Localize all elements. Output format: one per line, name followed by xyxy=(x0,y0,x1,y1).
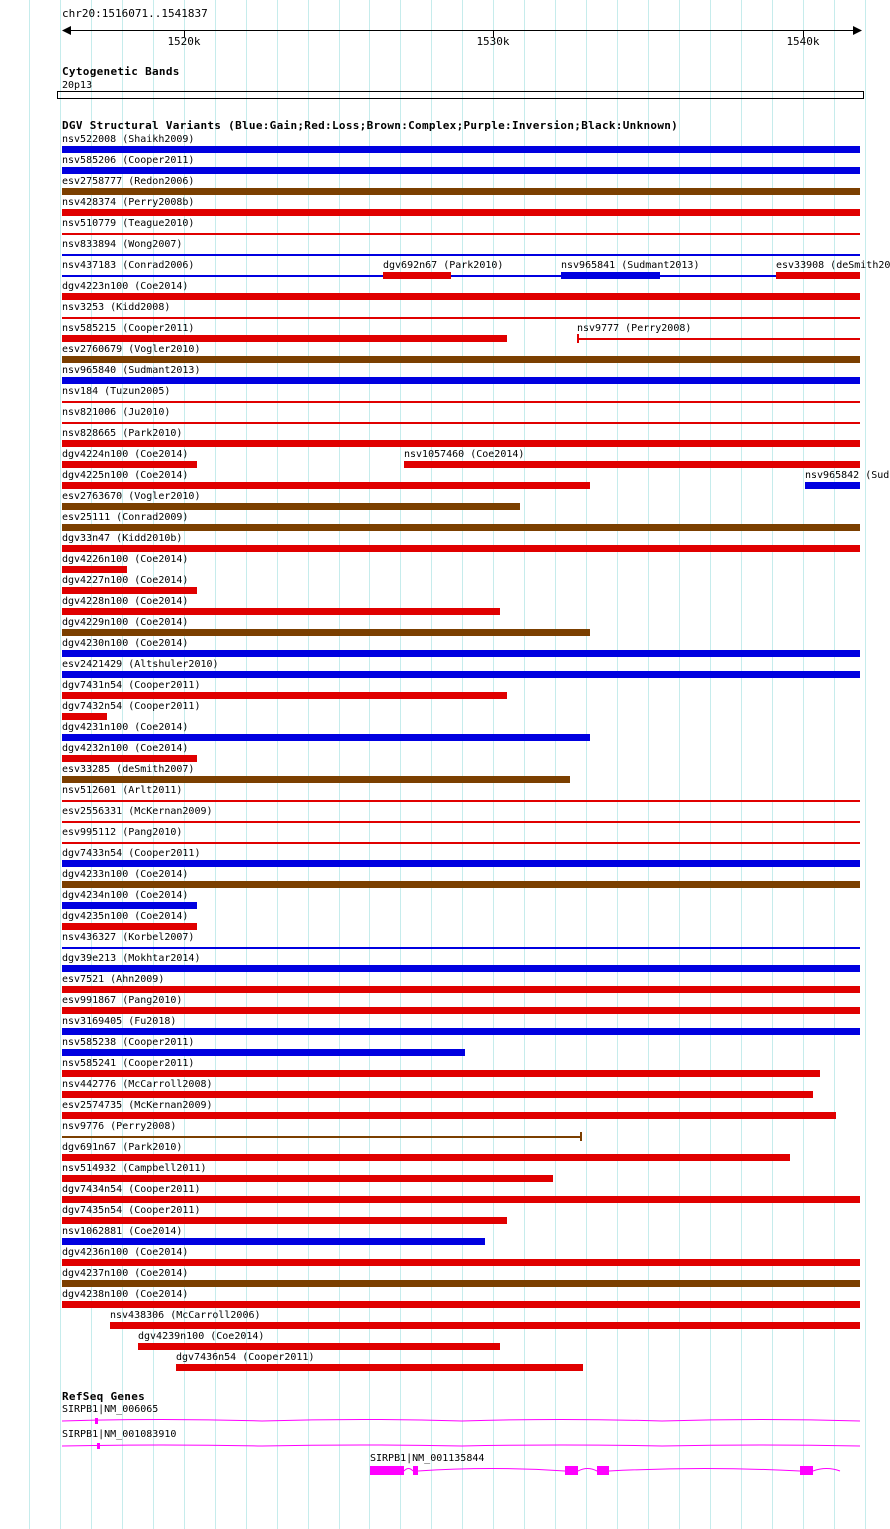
variant-label[interactable]: dgv4230n100 (Coe2014) xyxy=(62,638,189,649)
variant-label[interactable]: nsv3169405 (Fu2018) xyxy=(62,1016,177,1027)
variant-label[interactable]: esv7521 (Ahn2009) xyxy=(62,974,165,985)
gridline xyxy=(772,0,773,1529)
variant-label[interactable]: dgv7434n54 (Cooper2011) xyxy=(62,1184,201,1195)
variant-bar[interactable] xyxy=(62,1112,836,1119)
gridline xyxy=(215,0,216,1529)
variant-label[interactable]: nsv833894 (Wong2007) xyxy=(62,239,183,250)
variant-bar[interactable] xyxy=(62,881,860,888)
variant-label[interactable]: nsv585215 (Cooper2011) xyxy=(62,323,195,334)
variant-bar[interactable] xyxy=(62,776,570,783)
variant-bar[interactable] xyxy=(62,629,590,636)
variant-bar[interactable] xyxy=(62,317,860,319)
variant-bar[interactable] xyxy=(62,440,860,447)
variant-label[interactable]: dgv4238n100 (Coe2014) xyxy=(62,1289,189,1300)
gene-exon[interactable] xyxy=(800,1466,813,1475)
cytoband-track-title: Cytogenetic Bands xyxy=(62,65,180,78)
variant-label[interactable]: nsv436327 (Korbel2007) xyxy=(62,932,195,943)
variant-bar[interactable] xyxy=(62,275,860,277)
variant-bar[interactable] xyxy=(62,545,860,552)
variant-label[interactable]: dgv7433n54 (Cooper2011) xyxy=(62,848,201,859)
variant-label[interactable]: dgv691n67 (Park2010) xyxy=(62,1142,183,1153)
variant-bar[interactable] xyxy=(62,524,860,531)
gene-label[interactable]: SIRPB1|NM_001135844 xyxy=(370,1453,485,1464)
variant-label[interactable]: dgv4237n100 (Coe2014) xyxy=(62,1268,189,1279)
variant-bar[interactable] xyxy=(62,293,860,300)
variant-bar[interactable] xyxy=(62,1049,465,1056)
variant-label[interactable]: dgv4227n100 (Coe2014) xyxy=(62,575,189,586)
gridline xyxy=(648,0,649,1529)
gene-exon[interactable] xyxy=(370,1466,404,1475)
ruler-tick-label: 1520k xyxy=(167,35,201,48)
variant-label[interactable]: dgv4234n100 (Coe2014) xyxy=(62,890,189,901)
variant-bar[interactable] xyxy=(577,338,860,340)
gridline xyxy=(308,0,309,1529)
variant-bar[interactable] xyxy=(62,146,860,153)
variant-label[interactable]: nsv821006 (Ju2010) xyxy=(62,407,171,418)
variant-bar[interactable] xyxy=(62,335,507,342)
variant-end-tick xyxy=(580,1132,582,1141)
variant-bar[interactable] xyxy=(62,1136,580,1138)
variant-bar[interactable] xyxy=(62,482,590,489)
variant-label[interactable]: dgv4226n100 (Coe2014) xyxy=(62,554,189,565)
variant-label[interactable]: nsv828665 (Park2010) xyxy=(62,428,183,439)
gridline xyxy=(493,0,494,1529)
variant-bar[interactable] xyxy=(62,650,860,657)
gridline xyxy=(339,0,340,1529)
variant-label[interactable]: nsv3253 (Kidd2008) xyxy=(62,302,171,313)
variant-bar[interactable] xyxy=(62,1196,860,1203)
variant-end-tick xyxy=(577,334,579,343)
variant-label[interactable]: dgv7432n54 (Cooper2011) xyxy=(62,701,201,712)
gridline xyxy=(555,0,556,1529)
gridline xyxy=(803,0,804,1529)
gridline xyxy=(865,0,866,1529)
gridline xyxy=(524,0,525,1529)
gridline xyxy=(29,0,30,1529)
variant-bar[interactable] xyxy=(805,482,860,489)
variant-label[interactable]: dgv4235n100 (Coe2014) xyxy=(62,911,189,922)
variant-bar[interactable] xyxy=(62,902,197,909)
variant-label[interactable]: nsv510779 (Teague2010) xyxy=(62,218,195,229)
variant-bar[interactable] xyxy=(62,461,197,468)
variant-bar[interactable] xyxy=(62,1259,860,1266)
variant-bar[interactable] xyxy=(62,503,520,510)
gridline xyxy=(586,0,587,1529)
variant-bar[interactable] xyxy=(62,800,860,802)
variant-label[interactable]: esv25111 (Conrad2009) xyxy=(62,512,189,523)
variant-bar[interactable] xyxy=(62,821,860,823)
variant-bar[interactable] xyxy=(62,947,860,949)
variant-bar[interactable] xyxy=(62,671,860,678)
variant-label[interactable]: dgv7436n54 (Cooper2011) xyxy=(176,1352,315,1363)
variant-label[interactable]: dgv4223n100 (Coe2014) xyxy=(62,281,189,292)
variant-label[interactable]: esv2763670 (Vogler2010) xyxy=(62,491,201,502)
variant-label[interactable]: dgv4231n100 (Coe2014) xyxy=(62,722,189,733)
variant-label[interactable]: esv33908 (deSmith20 xyxy=(776,260,890,271)
variant-label[interactable]: dgv7431n54 (Cooper2011) xyxy=(62,680,201,691)
variant-label[interactable]: nsv428374 (Perry2008b) xyxy=(62,197,195,208)
refseq-track-title: RefSeq Genes xyxy=(62,1390,146,1403)
variant-label[interactable]: nsv442776 (McCarroll2008) xyxy=(62,1079,213,1090)
variant-label[interactable]: dgv4228n100 (Coe2014) xyxy=(62,596,189,607)
variant-label[interactable]: dgv4232n100 (Coe2014) xyxy=(62,743,189,754)
variant-label[interactable]: dgv4229n100 (Coe2014) xyxy=(62,617,189,628)
gene-exon[interactable] xyxy=(97,1443,100,1449)
variant-label[interactable]: esv33285 (deSmith2007) xyxy=(62,764,195,775)
variant-bar[interactable] xyxy=(62,860,860,867)
variant-label[interactable]: nsv512601 (Arlt2011) xyxy=(62,785,183,796)
variant-bar[interactable] xyxy=(62,188,860,195)
variant-label[interactable]: nsv9776 (Perry2008) xyxy=(62,1121,177,1132)
variant-label[interactable]: nsv965842 (Sud xyxy=(805,470,890,481)
variant-bar[interactable] xyxy=(62,923,197,930)
variant-bar[interactable] xyxy=(62,233,860,235)
variant-bar[interactable] xyxy=(776,272,860,279)
variant-bar[interactable] xyxy=(62,608,500,615)
gene-exon[interactable] xyxy=(597,1466,609,1475)
variant-bar[interactable] xyxy=(62,1301,860,1308)
variant-bar[interactable] xyxy=(62,1070,820,1077)
variant-label[interactable]: esv995112 (Pang2010) xyxy=(62,827,183,838)
variant-bar[interactable] xyxy=(404,461,860,468)
variant-bar[interactable] xyxy=(62,1154,790,1161)
variant-bar[interactable] xyxy=(176,1364,583,1371)
variant-label[interactable]: nsv514932 (Campbell2011) xyxy=(62,1163,207,1174)
gridline xyxy=(679,0,680,1529)
variant-label[interactable]: esv2758777 (Redon2006) xyxy=(62,176,195,187)
variant-label[interactable]: nsv585238 (Cooper2011) xyxy=(62,1037,195,1048)
ruler-tick-label: 1540k xyxy=(786,35,820,48)
variant-bar[interactable] xyxy=(62,1280,860,1287)
variant-bar[interactable] xyxy=(62,1028,860,1035)
variant-bar[interactable] xyxy=(62,1091,813,1098)
variant-bar[interactable] xyxy=(62,842,860,844)
gene-label[interactable]: SIRPB1|NM_006065 xyxy=(62,1404,159,1415)
gene-exon[interactable] xyxy=(413,1466,418,1475)
cytoband-box xyxy=(57,91,864,99)
gridline xyxy=(60,0,61,1529)
variant-bar[interactable] xyxy=(62,713,107,720)
variant-label[interactable]: nsv1057460 (Coe2014) xyxy=(404,449,525,460)
variant-label[interactable]: esv2421429 (Altshuler2010) xyxy=(62,659,219,670)
variant-bar[interactable] xyxy=(62,377,860,384)
variant-bar[interactable] xyxy=(62,401,860,403)
gridline xyxy=(277,0,278,1529)
variant-label[interactable]: nsv438306 (McCarroll2006) xyxy=(110,1310,261,1321)
variant-label[interactable]: nsv184 (Tuzun2005) xyxy=(62,386,171,397)
variant-label[interactable]: dgv33n47 (Kidd2010b) xyxy=(62,533,183,544)
variant-label[interactable]: dgv4225n100 (Coe2014) xyxy=(62,470,189,481)
gridline xyxy=(710,0,711,1529)
variant-label[interactable]: nsv965841 (Sudmant2013) xyxy=(561,260,700,271)
gene-exon[interactable] xyxy=(565,1466,578,1475)
variant-label[interactable]: dgv4233n100 (Coe2014) xyxy=(62,869,189,880)
variant-label[interactable]: nsv965840 (Sudmant2013) xyxy=(62,365,201,376)
variant-bar[interactable] xyxy=(62,167,860,174)
gene-intron-line[interactable] xyxy=(404,1469,840,1472)
variant-label[interactable]: dgv7435n54 (Cooper2011) xyxy=(62,1205,201,1216)
variant-bar[interactable] xyxy=(62,1175,553,1182)
variant-bar[interactable] xyxy=(62,1217,507,1224)
gridline xyxy=(617,0,618,1529)
variant-label[interactable]: dgv692n67 (Park2010) xyxy=(383,260,504,271)
variant-label[interactable]: nsv585241 (Cooper2011) xyxy=(62,1058,195,1069)
variant-bar[interactable] xyxy=(62,587,197,594)
variant-bar[interactable] xyxy=(62,986,860,993)
variant-label[interactable]: dgv39e213 (Mokhtar2014) xyxy=(62,953,201,964)
variant-bar[interactable] xyxy=(62,566,127,573)
gridline xyxy=(741,0,742,1529)
variant-label[interactable]: nsv585206 (Cooper2011) xyxy=(62,155,195,166)
variant-bar[interactable] xyxy=(62,422,860,424)
variant-bar[interactable] xyxy=(62,1238,485,1245)
gridline xyxy=(369,0,370,1529)
gridline xyxy=(246,0,247,1529)
variant-bar[interactable] xyxy=(383,272,451,279)
gridline xyxy=(834,0,835,1529)
variant-bar[interactable] xyxy=(62,209,860,216)
gene-exon[interactable] xyxy=(95,1418,98,1424)
variant-bar[interactable] xyxy=(62,965,860,972)
variant-label[interactable]: nsv9777 (Perry2008) xyxy=(577,323,692,334)
variant-label[interactable]: dgv4239n100 (Coe2014) xyxy=(138,1331,265,1342)
variant-label[interactable]: nsv437183 (Conrad2006) xyxy=(62,260,195,271)
variant-label[interactable]: esv2556331 (McKernan2009) xyxy=(62,806,213,817)
gridline xyxy=(400,0,401,1529)
variant-label[interactable]: esv991867 (Pang2010) xyxy=(62,995,183,1006)
variant-bar[interactable] xyxy=(62,356,860,363)
gene-label[interactable]: SIRPB1|NM_001083910 xyxy=(62,1429,177,1440)
variant-bar[interactable] xyxy=(561,272,660,279)
variant-bar[interactable] xyxy=(62,692,507,699)
variant-label[interactable]: dgv4236n100 (Coe2014) xyxy=(62,1247,189,1258)
variant-label[interactable]: esv2574735 (McKernan2009) xyxy=(62,1100,213,1111)
cytoband-label: 20p13 xyxy=(62,80,93,91)
variant-label[interactable]: nsv522008 (Shaikh2009) xyxy=(62,134,195,145)
gridline xyxy=(462,0,463,1529)
variant-bar[interactable] xyxy=(110,1322,860,1329)
variant-bar[interactable] xyxy=(138,1343,500,1350)
ruler-tick-label: 1530k xyxy=(476,35,510,48)
variant-label[interactable]: dgv4224n100 (Coe2014) xyxy=(62,449,189,460)
variant-label[interactable]: esv2760679 (Vogler2010) xyxy=(62,344,201,355)
variant-bar[interactable] xyxy=(62,254,860,256)
variant-bar[interactable] xyxy=(62,755,197,762)
variant-label[interactable]: nsv1062881 (Coe2014) xyxy=(62,1226,183,1237)
dgv-track-title: DGV Structural Variants (Blue:Gain;Red:Loss;Brown:Complex;Purple:Inversion;Black:Unknown) xyxy=(62,119,679,132)
variant-bar[interactable] xyxy=(62,734,590,741)
variant-bar[interactable] xyxy=(62,1007,860,1014)
gridline xyxy=(431,0,432,1529)
region-title: chr20:1516071..1541837 xyxy=(62,7,208,20)
